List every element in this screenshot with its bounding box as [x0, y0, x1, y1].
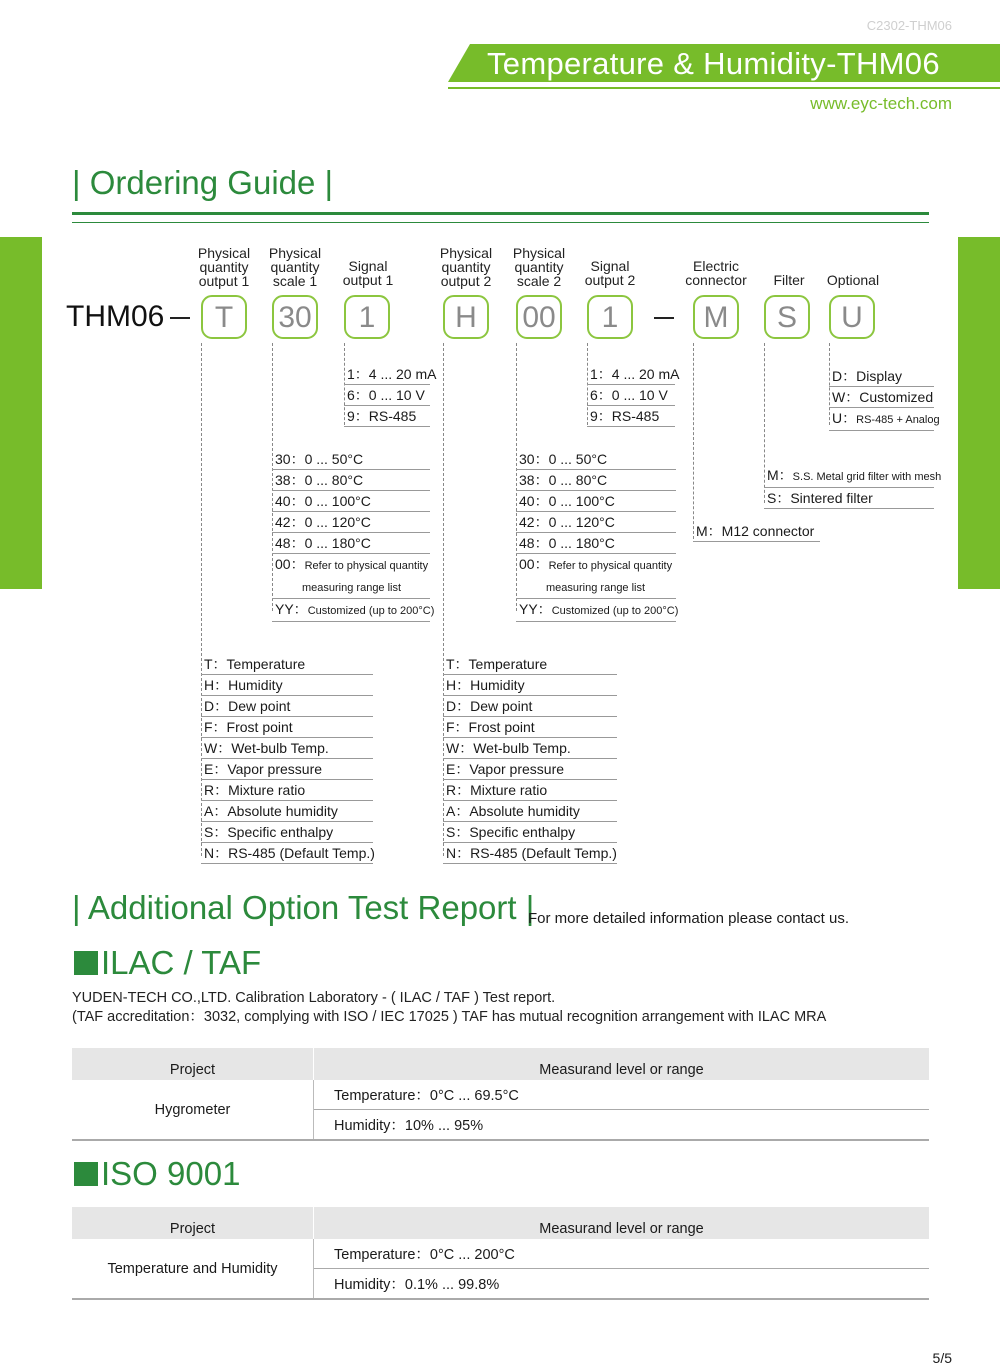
iso-9001-heading: ISO 9001 — [74, 1156, 240, 1192]
list-item: 6：0 ... 10 V — [344, 386, 430, 406]
col-head-optional: Optional — [826, 272, 880, 288]
list-item: 42：0 ... 120°C — [516, 513, 676, 533]
list-item: 30：0 ... 50°C — [272, 450, 430, 470]
square-bullet-icon — [74, 1162, 98, 1186]
list-item: 1：4 ... 20 mA — [344, 365, 430, 385]
list-item: 6：0 ... 10 V — [587, 386, 675, 406]
col-head-physical-quantity-output-2: Physical quantity output 2 — [439, 245, 493, 289]
list-item: S：Specific enthalpy — [201, 823, 373, 843]
table-cell-project: Hygrometer — [72, 1080, 314, 1140]
ilac-taf-heading: ILAC / TAF — [74, 945, 261, 981]
code-box-output-1: T — [201, 295, 247, 339]
list-item: A：Absolute humidity — [443, 802, 617, 822]
table-header-project: Project — [72, 1207, 314, 1239]
list-item: D：Dew point — [201, 697, 373, 717]
list-item: E：Vapor pressure — [443, 760, 617, 780]
model-name: THM06 — [66, 300, 165, 333]
ilac-description-line-2: (TAF accreditation：3032, complying with ISO / IEC 17025 ) TAF has mutual recognition arrangement with ILAC MRA — [72, 1009, 827, 1025]
col-head-signal-output-1: Signal output 1 — [342, 258, 394, 288]
list-item: 00：Refer to physical quantity — [275, 556, 429, 572]
code-box-optional: U — [829, 295, 875, 339]
list-item: M：M12 connector — [693, 522, 820, 542]
list-item: T：Temperature — [201, 655, 373, 675]
ilac-description-line-1: YUDEN-TECH CO.,LTD. Calibration Laboratory - ( ILAC / TAF ) Test report. — [72, 990, 556, 1006]
page-title: Temperature & Humidity-THM06 — [487, 46, 940, 81]
list-item: F：Frost point — [201, 718, 373, 738]
left-accent-bar — [0, 237, 42, 589]
ordering-guide-title: | Ordering Guide | — [72, 164, 334, 201]
table-cell-value: Temperature：0°C ... 69.5°C — [314, 1080, 930, 1110]
list-item: A：Absolute humidity — [201, 802, 373, 822]
code-box-signal-1: 1 — [344, 295, 390, 339]
code-box-filter: S — [764, 295, 810, 339]
table-header-measurand: Measurand level or range — [314, 1207, 930, 1239]
connector-options — [693, 522, 820, 543]
page-number: 5/5 — [932, 1350, 952, 1366]
filter-options — [764, 466, 942, 510]
list-item: 40：0 ... 100°C — [272, 492, 430, 512]
list-item: M：S.S. Metal grid filter with mesh — [764, 466, 934, 488]
signal-output-1-options — [344, 365, 437, 428]
quantity-output-1-options — [201, 655, 373, 865]
code-box-output-2: H — [443, 295, 489, 339]
col-head-signal-output-2: Signal output 2 — [584, 258, 636, 288]
list-item: R：Mixture ratio — [443, 781, 617, 801]
additional-report-title: | Additional Option Test Report | — [72, 889, 535, 926]
connector-dash — [654, 317, 674, 319]
list-item: 1：4 ... 20 mA — [587, 365, 675, 385]
table-header-project: Project — [72, 1048, 314, 1080]
list-item: F：Frost point — [443, 718, 617, 738]
list-item: YY：Customized (up to 200°C) — [516, 600, 676, 622]
list-item: 38：0 ... 80°C — [516, 471, 676, 491]
list-item: 00：Refer to physical quantity — [519, 556, 673, 572]
list-item: 40：0 ... 100°C — [516, 492, 676, 512]
table-cell-project: Temperature and Humidity — [72, 1239, 314, 1299]
list-item: H：Humidity — [201, 676, 373, 696]
list-item: T：Temperature — [443, 655, 617, 675]
list-item: 42：0 ... 120°C — [272, 513, 430, 533]
list-item: 9：RS-485 — [587, 407, 675, 427]
title-underline — [448, 87, 1000, 89]
list-item: W：Wet-bulb Temp. — [443, 739, 617, 759]
document-code: C2302-THM06 — [866, 18, 952, 33]
list-item: R：Mixture ratio — [201, 781, 373, 801]
ilac-table — [72, 1048, 929, 1141]
list-item: N：RS-485 (Default Temp.) — [201, 844, 373, 864]
list-item: D：Dew point — [443, 697, 617, 717]
table-row — [72, 1080, 929, 1110]
list-item: measuring range list — [516, 577, 676, 599]
table-cell-value: Humidity：0.1% ... 99.8% — [314, 1269, 930, 1300]
col-head-physical-quantity-scale-2: Physical quantity scale 2 — [512, 245, 566, 289]
contact-note: For more detailed information please contact us. — [528, 910, 849, 927]
scale-2-options — [516, 450, 679, 623]
table-cell-value: Temperature：0°C ... 200°C — [314, 1239, 930, 1269]
code-box-scale-2: 00 — [516, 295, 562, 339]
iso-table — [72, 1207, 929, 1300]
list-item: S：Specific enthalpy — [443, 823, 617, 843]
list-item: 38：0 ... 80°C — [272, 471, 430, 491]
section-divider-thin — [72, 222, 929, 223]
list-item: H：Humidity — [443, 676, 617, 696]
col-head-physical-quantity-output-1: Physical quantity output 1 — [197, 245, 251, 289]
col-head-electric-connector: Electric connector — [685, 258, 747, 288]
code-box-scale-1: 30 — [272, 295, 318, 339]
code-box-connector: M — [693, 295, 739, 339]
list-item: W：Wet-bulb Temp. — [201, 739, 373, 759]
list-item: YY：Customized (up to 200°C) — [272, 600, 430, 622]
website-link[interactable]: www.eyc-tech.com — [810, 94, 952, 113]
right-accent-bar — [958, 237, 1000, 589]
list-item: 48：0 ... 180°C — [516, 534, 676, 554]
model-dash — [170, 317, 190, 319]
list-item: W：Customized — [829, 388, 934, 408]
list-item: E：Vapor pressure — [201, 760, 373, 780]
col-head-physical-quantity-scale-1: Physical quantity scale 1 — [268, 245, 322, 289]
col-head-filter: Filter — [773, 272, 805, 288]
connector-line — [693, 343, 694, 539]
table-header-measurand: Measurand level or range — [314, 1048, 930, 1080]
table-cell-value: Humidity：10% ... 95% — [314, 1110, 930, 1141]
quantity-output-2-options — [443, 655, 617, 865]
section-divider — [72, 212, 929, 215]
list-item: 30：0 ... 50°C — [516, 450, 676, 470]
optional-options — [829, 367, 940, 432]
signal-output-2-options — [587, 365, 680, 428]
table-row — [72, 1239, 929, 1269]
list-item: measuring range list — [272, 577, 430, 599]
list-item: 48：0 ... 180°C — [272, 534, 430, 554]
code-box-signal-2: 1 — [587, 295, 633, 339]
list-item: D：Display — [829, 367, 934, 387]
list-item: U：RS-485 + Analog — [829, 409, 934, 431]
square-bullet-icon — [74, 951, 98, 975]
list-item: 9：RS-485 — [344, 407, 430, 427]
list-item: S：Sintered filter — [764, 489, 934, 509]
list-item: N：RS-485 (Default Temp.) — [443, 844, 617, 864]
scale-1-options — [272, 450, 435, 623]
